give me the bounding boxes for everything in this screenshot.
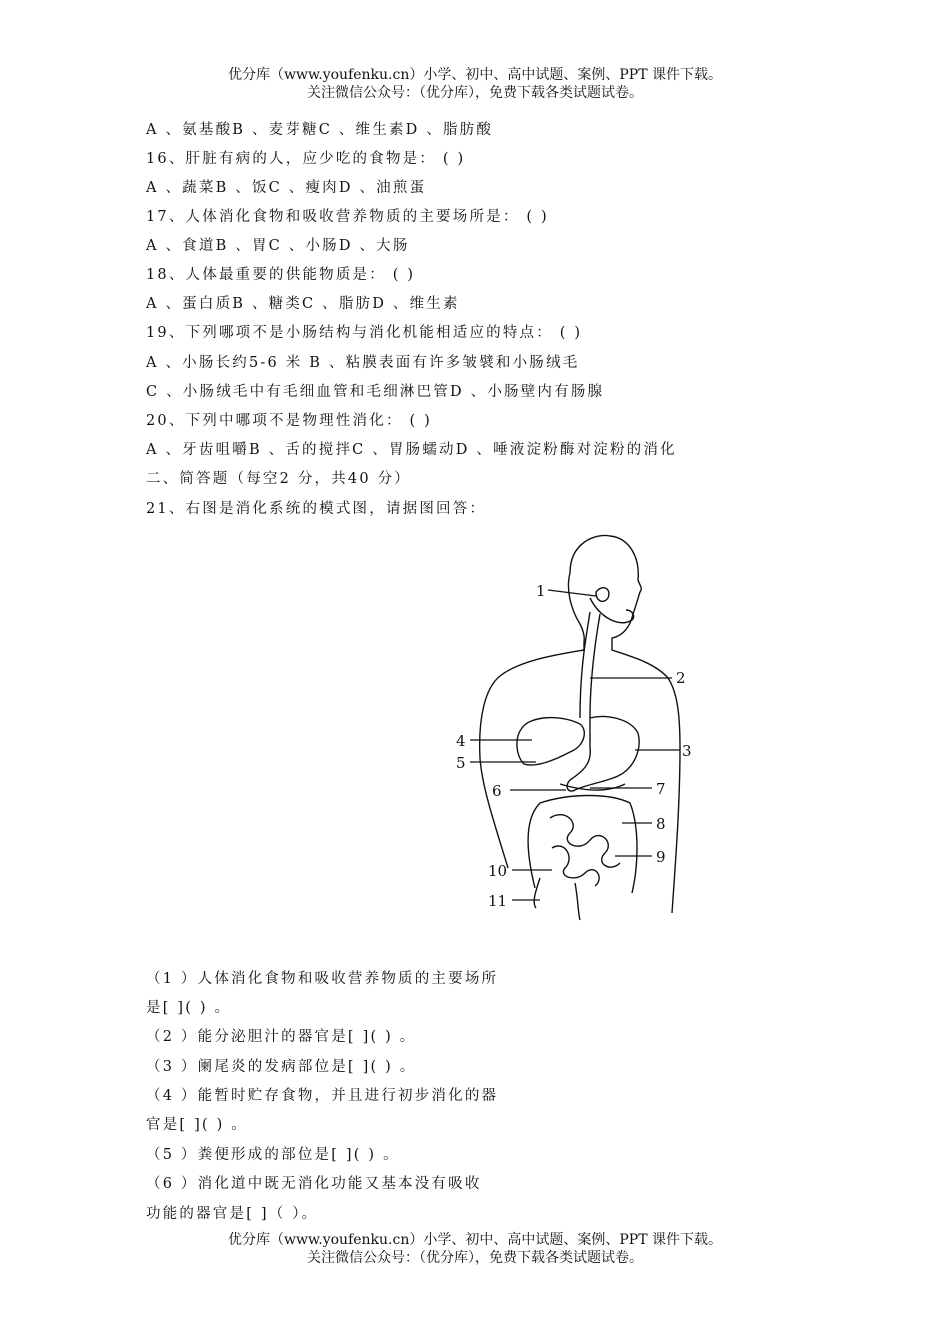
diagram-label-4: 4 (456, 732, 466, 750)
arm-right (672, 748, 680, 913)
sub-question-4b: 官是[ ]( ) 。 (146, 1117, 248, 1133)
sub-question-5: （5 ）粪便形成的部位是[ ]( ) 。 (146, 1147, 400, 1163)
question-20: 20、下列中哪项不是物理性消化： ( ) (146, 413, 432, 429)
head-back (480, 573, 585, 758)
salivary-gland (596, 588, 609, 602)
small-intestine (550, 815, 620, 886)
footer-line-2: 关注微信公众号：（优分库），免费下载各类试题试卷。 (307, 1250, 643, 1266)
option-line-19-cd: C 、小肠绒毛中有毛细血管和毛细淋巴管D 、小肠壁内有肠腺 (146, 384, 605, 400)
header-line-1: 优分库（www.youfenku.cn）小学、初中、高中试题、案例、PPT 课件下载。 (227, 67, 722, 83)
page-header (0, 66, 950, 102)
question-16: 16、肝脏有病的人，应少吃的食物是： ( ) (146, 151, 466, 167)
option-line-15: A 、氨基酸B 、麦芽糖C 、维生素D 、脂肪酸 (146, 122, 494, 138)
footer-line-1: 优分库（www.youfenku.cn）小学、初中、高中试题、案例、PPT 课件下载。 (227, 1232, 722, 1248)
sub-question-1b: 是[ ]( ) 。 (146, 1000, 232, 1016)
question-21: 21、右图是消化系统的模式图，请据图回答： (146, 501, 487, 517)
large-intestine (528, 796, 637, 894)
sub-question-1a: （1 ）人体消化食物和吸收营养物质的主要场所 (146, 971, 499, 987)
diagram-label-3: 3 (682, 742, 692, 760)
question-17: 17、人体消化食物和吸收营养物质的主要场所是： ( ) (146, 209, 549, 225)
diagram-label-6: 6 (492, 782, 502, 800)
head-outline (570, 535, 680, 748)
question-18: 18、人体最重要的供能物质是： ( ) (146, 267, 416, 283)
diagram-label-5: 5 (456, 754, 466, 772)
option-line-20: A 、牙齿咀嚼B 、舌的搅拌C 、胃肠蠕动D 、唾液淀粉酶对淀粉的消化 (146, 442, 677, 458)
section-title: 二、简答题（每空2 分，共40 分） (146, 471, 411, 487)
rectum (575, 883, 580, 920)
diagram-label-2: 2 (676, 669, 686, 687)
sub-question-2: （2 ）能分泌胆汁的器官是[ ]( ) 。 (146, 1029, 417, 1045)
page-footer (0, 1231, 950, 1267)
question-19: 19、下列哪项不是小肠结构与消化机能相适应的特点： ( ) (146, 325, 583, 341)
option-line-17: A 、食道B 、胃C 、小肠D 、大肠 (146, 238, 410, 254)
sub-question-6b: 功能的器官是[ ]（ ）。 (146, 1206, 319, 1222)
option-line-19-ab: A 、小肠长约5-6 米 B 、粘膜表面有许多皱襞和小肠绒毛 (146, 355, 580, 371)
diagram-label-9: 9 (656, 848, 666, 866)
stomach (567, 717, 639, 792)
sub-question-6a: （6 ）消化道中既无消化功能又基本没有吸收 (146, 1176, 482, 1192)
pointer-1 (548, 590, 596, 596)
mouth-tongue (590, 598, 634, 623)
option-line-16: A 、蔬菜B 、饭C 、瘦肉D 、油煎蛋 (146, 180, 427, 196)
liver (517, 718, 584, 765)
pancreas (560, 784, 625, 790)
appendix (534, 878, 540, 908)
sub-question-3: （3 ）阑尾炎的发病部位是[ ]( ) 。 (146, 1059, 417, 1075)
esophagus-inner (590, 614, 600, 718)
diagram-label-10: 10 (488, 862, 508, 880)
diagram-label-8: 8 (656, 815, 666, 833)
option-line-18: A 、蛋白质B 、糖类C 、脂肪D 、维生素 (146, 296, 460, 312)
diagram-label-1: 1 (536, 582, 546, 600)
header-line-2: 关注微信公众号：（优分库），免费下载各类试题试卷。 (307, 85, 643, 101)
digestive-system-diagram (440, 528, 710, 928)
diagram-label-11: 11 (488, 892, 508, 910)
sub-question-4a: （4 ）能暂时贮存食物，并且进行初步消化的器 (146, 1088, 499, 1104)
diagram-label-7: 7 (656, 780, 666, 798)
arm-left (480, 758, 508, 868)
